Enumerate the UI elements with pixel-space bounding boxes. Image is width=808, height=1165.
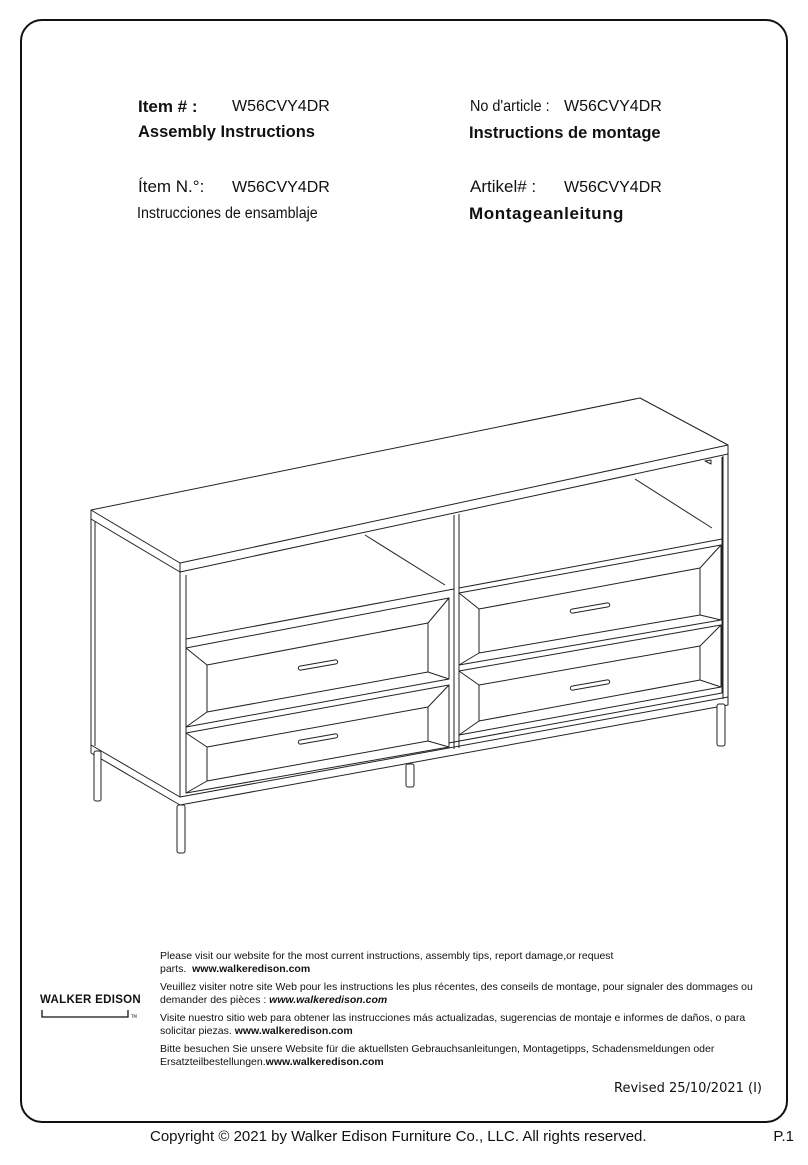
item-label-en: Item # :: [138, 97, 198, 116]
note-en: [160, 950, 766, 975]
note-de: [160, 1043, 766, 1068]
note-fr-text: Veuillez visiter notre site Web pour les instructions les plus récentes, des conseils de montage, pour signaler des dommages ou demander des pièces :: [160, 981, 753, 1006]
dresser-illustration: [85, 395, 735, 860]
title-en: Assembly Instructions: [138, 123, 315, 141]
title-fr: Instructions de montage: [469, 124, 661, 142]
svg-text:TM: TM: [131, 1014, 137, 1019]
logo-underline-icon: [40, 1009, 140, 1019]
website-notes: [160, 950, 766, 1074]
note-en-text: Please visit our website for the most current instructions, assembly tips, report damage,or request parts.: [160, 950, 614, 975]
logo-text: WALKER EDISON: [40, 994, 142, 1006]
website-link-en[interactable]: www.walkeredison.com: [192, 962, 311, 975]
item-number-en: W56CVY4DR: [232, 98, 330, 115]
title-de: Montageanleitung: [469, 204, 625, 223]
copyright: Copyright © 2021 by Walker Edison Furniture Co., LLC. All rights reserved.: [150, 1128, 647, 1145]
note-fr: [160, 981, 766, 1006]
website-link-de[interactable]: www.walkeredison.com: [265, 1055, 384, 1068]
website-link-fr[interactable]: www.walkeredison.com: [269, 993, 388, 1006]
title-es: Instrucciones de ensamblaje: [137, 205, 318, 222]
item-label-de: Artikel# :: [470, 177, 537, 196]
item-label-fr: No d'article :: [470, 98, 550, 115]
item-number-fr: W56CVY4DR: [564, 98, 662, 115]
item-number-de: W56CVY4DR: [564, 179, 662, 196]
note-es-text: Visite nuestro sitio web para obtener las instrucciones más actualizadas, sugerencias de montaje e informes de daños, o para solicitar piezas.: [160, 1012, 746, 1037]
revision-date: Revised 25/10/2021 (I): [614, 1081, 762, 1096]
note-de-text: Bitte besuchen Sie unsere Website für die aktuellsten Gebrauchsanleitungen, Montagetipps, Schadensmeldungen oder Ersatzteilbestellungen.: [160, 1043, 715, 1068]
note-es: [160, 1012, 766, 1037]
website-link-es[interactable]: www.walkeredison.com: [234, 1024, 353, 1037]
walker-edison-logo: [40, 994, 141, 1024]
item-number-es: W56CVY4DR: [232, 179, 330, 196]
item-label-es: Ítem N.°:: [138, 177, 205, 196]
page-number: P.1: [773, 1128, 794, 1145]
